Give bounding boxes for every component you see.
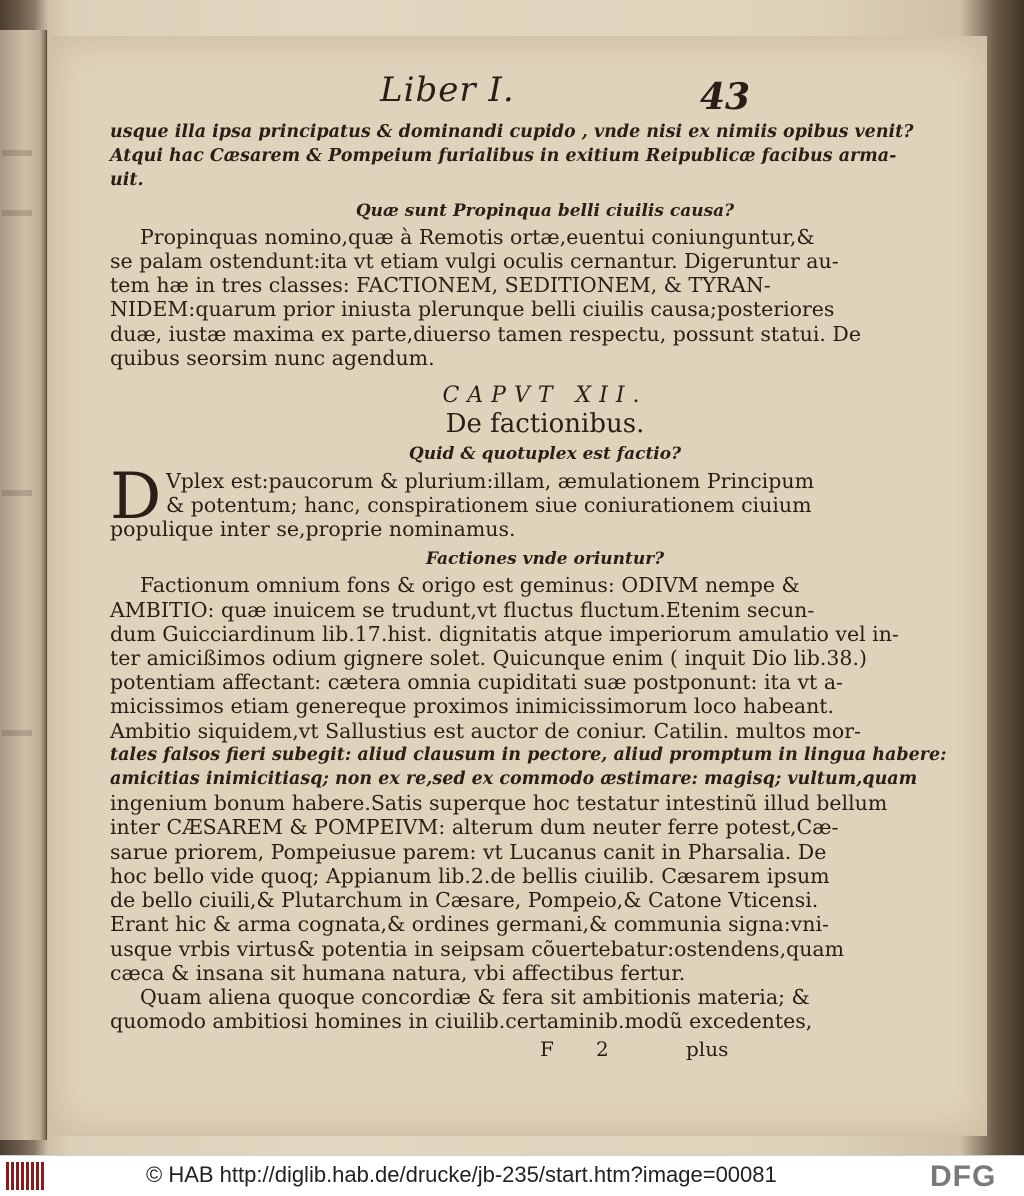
running-head (110, 58, 980, 120)
text-line: amicitias inimicitiasq; non ex re,sed ex commodo æstimare: magisq; vultum,quam (110, 769, 918, 790)
chapter-title: De factionibus. (445, 409, 645, 440)
barcode-icon (6, 1162, 46, 1190)
text-line: & potentum; hanc, conspirationem siue coniurationem ciuium (166, 492, 812, 517)
dfg-logo: DFG (930, 1160, 997, 1193)
bleed-mark (2, 210, 32, 216)
text-line: ingenium bonum habere.Satis superque hoc testatur intestinũ illud bellum (110, 791, 888, 816)
chapter-number: CAPVT XII. (442, 383, 648, 409)
question-heading: Factiones vnde oriuntur? (425, 549, 665, 570)
text-line: Factionum omnium fons & origo est geminus: ODIVM nempe & (140, 573, 800, 598)
book-page (52, 36, 987, 1136)
signature-number: 2 (596, 1037, 609, 1062)
text-line: cæca & insana sit humana natura, vbi affectibus fertur. (110, 960, 686, 985)
text-line: dum Guicciardinum lib.17.hist. dignitatis atque imperiorum amulatio vel in- (110, 621, 899, 646)
facing-page-edge (0, 30, 47, 1140)
drop-capital: D (110, 459, 162, 534)
copyright-url[interactable]: © HAB http://diglib.hab.de/drucke/jb-235/start.htm?image=00081 (146, 1162, 777, 1187)
text-line: sarue priorem, Pompeiusue parem: vt Lucanus canit in Pharsalia. De (110, 839, 827, 864)
text-line: ter amicißimos odium gignere solet. Quicunque enim ( inquit Dio lib.38.) (110, 646, 867, 671)
bleed-mark (2, 730, 32, 736)
text-line: tales falsos fieri subegit: aliud clausum in pectore, aliud promptum in lingua habere: (110, 744, 947, 765)
question-heading: Quæ sunt Propinqua belli ciuilis causa? (355, 200, 735, 221)
bleed-mark (2, 150, 32, 156)
running-head-title: Liber I. (380, 70, 515, 110)
text-line: usque vrbis virtus& potentia in seipsam cõuertebatur:ostendens,quam (110, 936, 845, 961)
text-line: tem hæ in tres classes: FACTIONEM, SEDITIONEM, & TYRAN- (110, 273, 771, 298)
text-line: Vplex est:paucorum & plurium:illam, æmulationem Principum (166, 468, 815, 493)
catchword: plus (686, 1037, 729, 1062)
footer-bar (0, 1155, 1024, 1196)
text-line: se palam ostendunt:ita vt etiam vulgi oculis cernantur. Digeruntur au- (110, 249, 839, 274)
text-line: populique inter se,proprie nominamus. (110, 517, 516, 542)
signature-mark: F (540, 1037, 554, 1062)
text-line: Erant hic & arma cognata,& ordines germani,& communia signa:vni- (110, 912, 829, 937)
text-line: uit. (110, 170, 144, 191)
text-line: hoc bello vide quoq; Appianum lib.2.de bellis ciuilib. Cæsarem ipsum (110, 863, 830, 888)
text-line: potentiam affectant: cætera omnia cupiditati suæ postponunt: ita vt a- (110, 670, 843, 695)
text-line: Atqui hac Cæsarem & Pompeium furialibus in exitium Reipublicæ facibus arma- (110, 146, 897, 167)
text-line: quomodo ambitiosi homines in ciuilib.certaminib.modũ excedentes, (110, 1009, 813, 1034)
text-line: AMBITIO: quæ inuicem se trudunt,vt fluctus fluctum.Etenim secun- (110, 597, 815, 622)
text-line: NIDEM:quarum prior iniusta plerunque belli ciuilis causa;posteriores (110, 297, 835, 322)
text-line: usque illa ipsa principatus & dominandi cupido , vnde nisi ex nimiis opibus venit? (110, 122, 914, 142)
text-line: micissimos etiam genereque proximos inimicissimorum loco habeant. (110, 694, 835, 719)
text-line: Ambitio siquidem,vt Sallustius est auctor de coniur. Catilin. multos mor- (110, 718, 861, 743)
page-text (110, 58, 980, 1067)
text-line: Quam aliena quoque concordiæ & fera sit ambitionis materia; & (140, 984, 810, 1009)
text-line: de bello ciuili,& Plutarchum in Cæsare, Pompeio,& Catone Vticensi. (110, 888, 819, 913)
text-line: Propinquas nomino,quæ à Remotis ortæ,euentui coniunguntur,& (140, 224, 815, 249)
signature-line (110, 1037, 980, 1067)
bleed-mark (2, 490, 32, 496)
text-line: duæ, iustæ maxima ex parte,diuerso tamen respectu, possunt statui. De (110, 321, 861, 346)
text-line: inter CÆSAREM & POMPEIVM: alterum dum neuter ferre potest,Cæ- (110, 815, 839, 840)
question-heading: Quid & quotuplex est factio? (408, 444, 682, 465)
page-number: 43 (700, 76, 751, 118)
text-line: quibus seorsim nunc agendum. (110, 345, 435, 370)
